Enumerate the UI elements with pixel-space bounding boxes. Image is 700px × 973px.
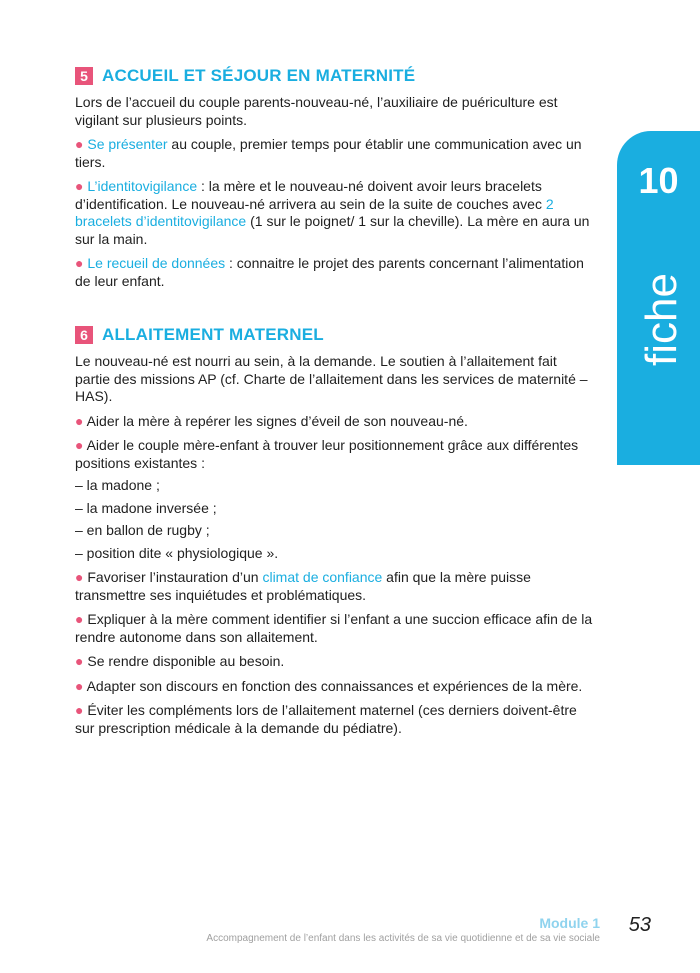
section-6-intro: Le nouveau-né est nourri au sein, à la demande. Le soutien à l’allaitement fait partie des missions AP (cf. Charte de l’allaitement dans les services de maternité – HAS). [75,353,588,404]
item-text: Favoriser l’instauration d’un [83,569,263,585]
item-text: au couple, premier temps pour établir une communication avec un tiers. [75,136,582,170]
dash-item: – position dite « physiologique ». [75,544,279,561]
page-content [75,66,595,744]
highlight-text: climat de confiance [262,569,383,585]
bullet-icon: ● [75,178,84,194]
list-item [75,178,595,248]
bullet-icon: ● [75,412,84,429]
section-6-number: 6 [75,326,93,344]
fiche-tab [617,131,700,465]
item-text: Expliquer à la mère comment identifier si l’enfant a une succion efficace afin de la rendre autonome dans son allaitement. [75,611,593,645]
bullet-icon: ● [75,653,84,669]
item-text: afin que la mère puisse transmettre ses inquiétudes et problématiques. [75,569,531,603]
list-item [75,702,595,737]
footer [206,915,600,944]
item-text: Aider le couple mère-enfant à trouver leur positionnement grâce aux différentes positions existantes : [75,437,579,471]
section-6-header [75,325,595,345]
item-text: (1 sur le poignet/ 1 sur la cheville). La mère en aura un sur la main. [75,213,590,247]
list-item [75,569,595,604]
list-item [75,678,595,696]
item-text: Aider la mère à repérer les signes d’éveil de son nouveau-né. [83,412,468,429]
fiche-label: fiche [637,273,686,366]
highlight-text: L’identitovigilance [87,178,198,194]
bullet-icon: ● [75,611,84,627]
section-5-title: ACCUEIL ET SÉJOUR EN MATERNITÉ [102,66,416,85]
section-5-header [75,66,595,86]
page-number: 53 [628,914,651,936]
item-text: : connaitre le projet des parents concernant l’alimentation de leur enfant. [75,255,584,289]
dash-item: – la madone ; [75,477,160,493]
bullet-icon: ● [75,702,84,718]
item-text: Adapter son discours en fonction des connaissances et expériences de la mère. [83,677,583,694]
item-text: : la mère et le nouveau-né doivent avoir leurs bracelets d’identification. Le nouveau-né arrivera au sein de la suite de couches avec [75,178,546,212]
section-5-intro: Lors de l’accueil du couple parents-nouveau-né, l’auxiliaire de puériculture est vigilant sur plusieurs points. [75,94,558,128]
bullet-icon: ● [75,677,84,694]
section-5-number: 5 [75,67,93,85]
item-text: Se rendre disponible au besoin. [83,653,285,669]
list-item [75,413,595,431]
dash-item: – en ballon de rugby ; [75,522,210,538]
bullet-icon: ● [75,569,84,585]
section-6-title: ALLAITEMENT MATERNEL [102,325,324,344]
list-item [75,437,595,472]
item-text: Éviter les compléments lors de l’allaitement maternel (ces derniers doivent-être sur prescription médicale à la demande du pédiatre). [75,702,577,736]
highlight-text: Se présenter [87,136,168,152]
highlight-text: 2 bracelets d’identitovigilance [75,195,554,229]
list-item [75,611,595,646]
fiche-number: 10 [638,160,679,201]
bullet-icon: ● [75,255,84,271]
bullet-icon: ● [75,437,84,453]
list-item [75,653,595,671]
list-item [75,136,595,171]
module-subtitle: Accompagnement de l’enfant dans les activités de sa vie quotidienne et de sa vie sociale [206,933,600,944]
dash-item: – la madone inversée ; [75,499,217,516]
bullet-icon: ● [75,136,84,152]
list-item [75,255,595,290]
highlight-text: Le recueil de données [87,255,226,271]
module-label: Module 1 [539,915,600,931]
